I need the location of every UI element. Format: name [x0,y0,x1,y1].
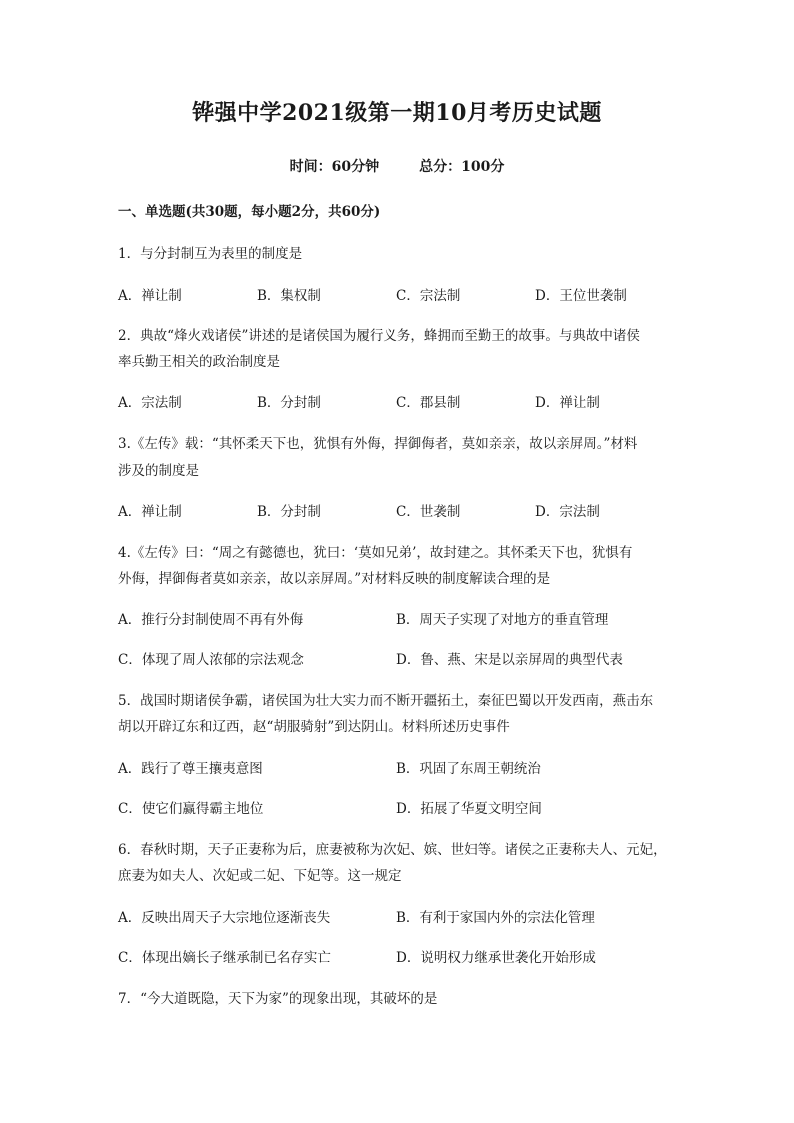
question-3-option-b: B．分封制 [257,504,321,520]
question-4-option-c: C．体现了周人浓郁的宗法观念 [118,652,304,668]
question-1-option-b: B．集权制 [257,288,321,304]
question-5-stem-line2: 胡以开辟辽东和辽西，赵“胡服骑射”到达阴山。材料所述历史事件 [118,719,510,735]
question-6-stem-line2: 庶妻为如夫人、次妃或二妃、下妃等。这一规定 [118,868,402,884]
section-heading: 一、单选题(共30题，每小题2分，共60分) [118,204,381,220]
question-5-option-c: C．使它们赢得霸主地位 [118,801,264,817]
question-5-stem-line1: 5．战国时期诸侯争霸，诸侯国为壮大实力而不断开疆拓土，秦征巴蜀以开发西南，燕击东 [118,693,654,709]
question-5-option-a: A．践行了尊王攘夷意图 [118,761,263,777]
exam-time: 时间：60分钟 [289,159,380,175]
question-1-option-d: D．王位世袭制 [535,288,627,304]
question-3-option-d: D．宗法制 [535,504,600,520]
question-4-option-b: B．周天子实现了对地方的垂直管理 [396,612,609,628]
question-4-option-a: A．推行分封制使周不再有外侮 [118,612,304,628]
question-7-stem: 7．“今大道既隐，天下为家”的现象出现，其破坏的是 [118,991,438,1007]
question-6-stem-line1: 6．春秋时期，天子正妻称为后，庶妻被称为次妃、嫔、世妇等。诸侯之正妻称夫人、元妃， [118,842,667,858]
question-5-option-d: D．拓展了华夏文明空间 [396,801,542,817]
question-5-option-b: B．巩固了东周王朝统治 [396,761,541,777]
question-2-stem-line2: 率兵勤王相关的政治制度是 [118,354,280,370]
question-2-option-a: A．宗法制 [118,395,182,411]
question-3-stem-line2: 涉及的制度是 [118,463,199,479]
question-3-option-c: C．世袭制 [396,504,461,520]
exam-meta [0,156,794,176]
question-4-stem-line2: 外侮，捍御侮者莫如亲亲，故以亲屏周。”对材料反映的制度解读合理的是 [118,571,551,587]
question-1-stem: 1．与分封制互为表里的制度是 [118,246,303,262]
question-3-stem-line1: 3.《左传》载：“其怀柔天下也，犹惧有外侮，捍御侮者，莫如亲亲，故以亲屏周。”材料 [118,436,638,452]
question-6-option-a: A．反映出周天子大宗地位逐渐丧失 [118,910,331,926]
exam-title: 铧强中学2021级第一期10月考历史试题 [192,100,602,126]
question-2-option-c: C．郡县制 [396,395,461,411]
exam-total-score: 总分：100分 [419,159,505,175]
question-6-option-b: B．有利于家国内外的宗法化管理 [396,910,595,926]
question-6-option-c: C．体现出嫡长子继承制已名存实亡 [118,950,331,966]
question-1-option-c: C．宗法制 [396,288,461,304]
question-4-stem-line1: 4.《左传》曰：“周之有懿德也，犹曰：‘莫如兄弟’，故封建之。其怀柔天下也，犹惧有 [118,545,633,561]
question-1-option-a: A．禅让制 [118,288,182,304]
question-2-stem-line1: 2．典故“烽火戏诸侯”讲述的是诸侯国为履行义务，蜂拥而至勤王的故事。与典故中诸侯 [118,328,640,344]
question-6-option-d: D．说明权力继承世袭化开始形成 [396,950,596,966]
question-3-option-a: A．禅让制 [118,504,182,520]
question-4-option-d: D．鲁、燕、宋是以亲屏周的典型代表 [396,652,623,668]
question-2-option-d: D．禅让制 [535,395,600,411]
question-2-option-b: B．分封制 [257,395,321,411]
